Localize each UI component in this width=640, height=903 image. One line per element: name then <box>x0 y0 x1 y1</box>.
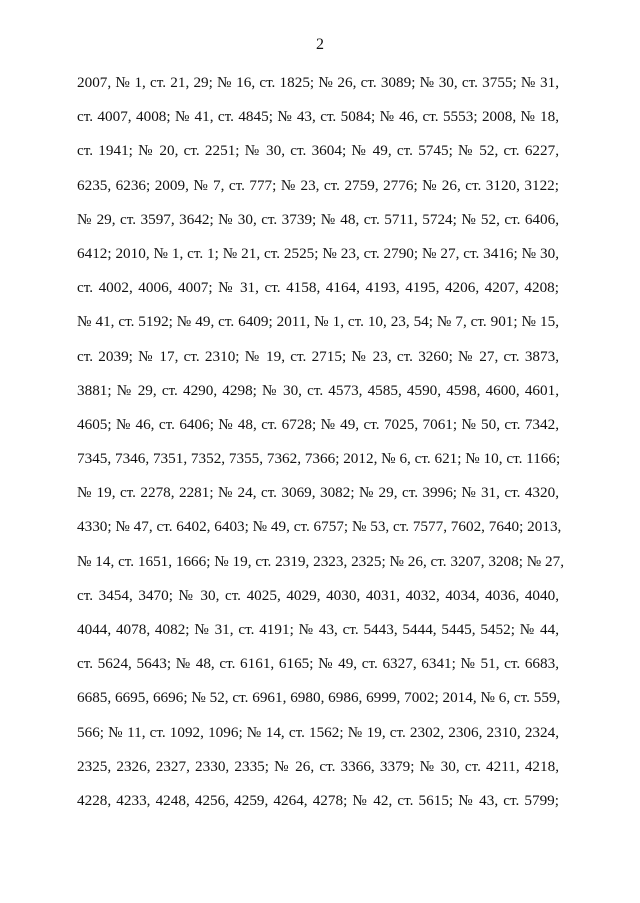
page-number: 2 <box>316 36 324 53</box>
text-line: ст. 4002, 4006, 4007; № 31, ст. 4158, 4164, 4193, 4195, 4206, 4207, 4208; <box>77 279 559 297</box>
text-line: № 14, ст. 1651, 1666; № 19, ст. 2319, 2323, 2325; № 26, ст. 3207, 3208; № 27, <box>77 552 565 570</box>
text-line: ст. 5624, 5643; № 48, ст. 6161, 6165; № 49, ст. 6327, 6341; № 51, ст. 6683, <box>77 655 559 673</box>
text-line: 6235, 6236; 2009, № 7, ст. 777; № 23, ст. 2759, 2776; № 26, ст. 3120, 3122; <box>77 176 559 194</box>
text-line: № 29, ст. 3597, 3642; № 30, ст. 3739; № 48, ст. 5711, 5724; № 52, ст. 6406, <box>77 210 559 228</box>
text-line: № 41, ст. 5192; № 49, ст. 6409; 2011, № 1, ст. 10, 23, 54; № 7, ст. 901; № 15, <box>77 313 559 331</box>
text-line: ст. 4007, 4008; № 41, ст. 4845; № 43, ст. 5084; № 46, ст. 5553; 2008, № 18, <box>77 108 559 126</box>
text-line: ст. 3454, 3470; № 30, ст. 4025, 4029, 4030, 4031, 4032, 4034, 4036, 4040, <box>77 586 559 604</box>
text-line: 2325, 2326, 2327, 2330, 2335; № 26, ст. 3366, 3379; № 30, ст. 4211, 4218, <box>77 757 559 775</box>
text-line: 6412; 2010, № 1, ст. 1; № 21, ст. 2525; № 23, ст. 2790; № 27, ст. 3416; № 30, <box>77 244 559 262</box>
text-line: ст. 2039; № 17, ст. 2310; № 19, ст. 2715; № 23, ст. 3260; № 27, ст. 3873, <box>77 347 559 365</box>
text-line: 4044, 4078, 4082; № 31, ст. 4191; № 43, ст. 5443, 5444, 5445, 5452; № 44, <box>77 621 559 638</box>
text-line: № 19, ст. 2278, 2281; № 24, ст. 3069, 3082; № 29, ст. 3996; № 31, ст. 4320, <box>77 484 559 502</box>
text-line: 6685, 6695, 6696; № 52, ст. 6961, 6980, 6986, 6999, 7002; 2014, № 6, ст. 559, <box>77 689 561 707</box>
text-line: 4330; № 47, ст. 6402, 6403; № 49, ст. 6757; № 53, ст. 7577, 7602, 7640; 2013, <box>77 518 562 536</box>
text-line: 4228, 4233, 4248, 4256, 4259, 4264, 4278; № 42, ст. 5615; № 43, ст. 5799; <box>77 791 559 809</box>
text-line: 4605; № 46, ст. 6406; № 48, ст. 6728; № 49, ст. 7025, 7061; № 50, ст. 7342, <box>77 415 559 433</box>
document-body <box>77 72 565 824</box>
text-line: 3881; № 29, ст. 4290, 4298; № 30, ст. 4573, 4585, 4590, 4598, 4600, 4601, <box>77 381 559 399</box>
text-line: 2007, № 1, ст. 21, 29; № 16, ст. 1825; № 26, ст. 3089; № 30, ст. 3755; № 31, <box>77 74 559 91</box>
text-line: 566; № 11, ст. 1092, 1096; № 14, ст. 1562; № 19, ст. 2302, 2306, 2310, 2324, <box>77 723 559 741</box>
text-line: ст. 1941; № 20, ст. 2251; № 30, ст. 3604; № 49, ст. 5745; № 52, ст. 6227, <box>77 142 559 160</box>
text-line: 7345, 7346, 7351, 7352, 7355, 7362, 7366; 2012, № 6, ст. 621; № 10, ст. 1166; <box>77 450 561 468</box>
